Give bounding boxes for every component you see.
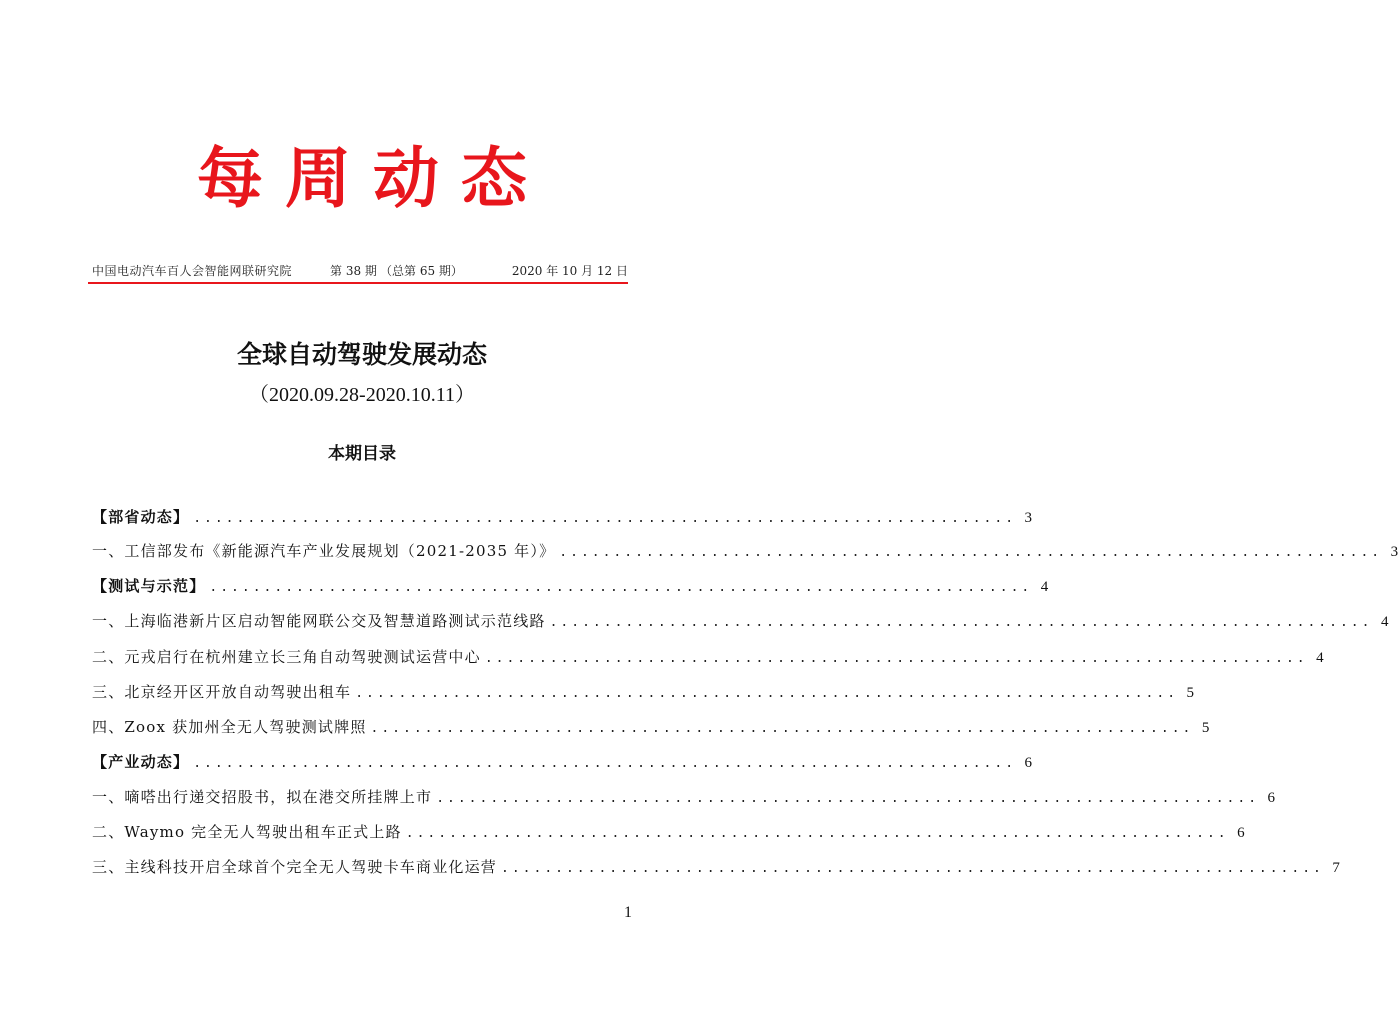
toc-dot-leader: ............................................................................ <box>559 545 1383 560</box>
toc-dot-leader: ............................................................................ <box>193 756 1017 771</box>
toc-dot-leader: ............................................................................ <box>355 686 1179 701</box>
issue-number: 第 38 期 <box>330 264 377 278</box>
toc-dot-leader: ............................................................................ <box>484 651 1308 666</box>
toc-entry-page: 4 <box>1316 650 1324 666</box>
toc-entry-label: 【测试与示范】 <box>92 577 206 595</box>
toc-entry-label: 四、Zoox 获加州全无人驾驶测试牌照 <box>92 718 367 736</box>
toc-dot-leader: ............................................................................ <box>549 615 1373 630</box>
page-number: 1 <box>624 904 632 921</box>
toc-entry-page: 5 <box>1186 685 1195 701</box>
toc-entry[interactable] <box>92 536 1398 566</box>
toc-entry[interactable] <box>92 817 1245 847</box>
toc-dot-leader: ............................................................................ <box>209 580 1033 595</box>
toc-entry-label: 一、工信部发布《新能源汽车产业发展规划（2021-2035 年）》 <box>92 542 556 560</box>
toc-entry[interactable] <box>92 852 1340 882</box>
toc-entry-label: 三、北京经开区开放自动驾驶出租车 <box>92 683 352 701</box>
toc-entry-page: 6 <box>1024 755 1033 771</box>
toc-dot-leader: ............................................................................ <box>370 721 1194 736</box>
issue-meta-row <box>92 262 628 280</box>
toc-entry-page: 3 <box>1390 544 1398 560</box>
header-divider <box>88 282 628 284</box>
toc-entry[interactable] <box>92 782 1276 812</box>
toc-heading: 本期目录 <box>328 444 396 464</box>
toc-entry-label: 二、元戎启行在杭州建立长三角自动驾驶测试运营中心 <box>92 648 481 666</box>
document-title: 全球自动驾驶发展动态 <box>236 340 487 369</box>
toc-entry[interactable] <box>92 677 1195 707</box>
toc-entry-page: 4 <box>1380 614 1389 630</box>
toc-entry-label: 一、上海临港新片区启动智能网联公交及智慧道路测试示范线路 <box>92 612 546 630</box>
document-date-range: （2020.09.28-2020.10.11） <box>249 384 475 406</box>
toc-entry-label: 二、Waymo 完全无人驾驶出租车正式上路 <box>92 823 402 841</box>
masthead-title: 每周动态 <box>197 139 549 217</box>
toc-entry[interactable] <box>92 642 1324 672</box>
toc-entry-page: 5 <box>1201 720 1210 736</box>
toc-entry-page: 6 <box>1267 790 1276 806</box>
toc-entry-page: 7 <box>1332 860 1340 876</box>
toc-entry-label: 三、主线科技开启全球首个完全无人驾驶卡车商业化运营 <box>92 858 498 876</box>
total-issue-number: （总第 65 期） <box>380 264 463 278</box>
toc-entry[interactable] <box>92 502 1033 532</box>
toc-entry-label: 一、嘀嗒出行递交招股书，拟在港交所挂牌上市 <box>92 788 433 806</box>
toc-entry-page: 3 <box>1024 510 1033 526</box>
toc-dot-leader: ............................................................................ <box>405 826 1229 841</box>
toc-entry-page: 4 <box>1040 579 1049 595</box>
toc-entry[interactable] <box>92 606 1389 636</box>
toc-entry-label: 【部省动态】 <box>92 508 190 526</box>
toc-entry[interactable] <box>92 712 1210 742</box>
toc-entry-label: 【产业动态】 <box>92 753 190 771</box>
organization-name: 中国电动汽车百人会智能网联研究院 <box>92 264 293 278</box>
toc-dot-leader: ............................................................................ <box>501 861 1324 876</box>
toc-entry-page: 6 <box>1237 825 1245 841</box>
issue-date: 2020 年 10 月 12 日 <box>511 264 628 278</box>
toc-dot-leader: ............................................................................ <box>436 791 1260 806</box>
toc-dot-leader: ............................................................................ <box>193 511 1017 526</box>
toc-entry[interactable] <box>92 571 1049 601</box>
toc-entry[interactable] <box>92 747 1033 777</box>
